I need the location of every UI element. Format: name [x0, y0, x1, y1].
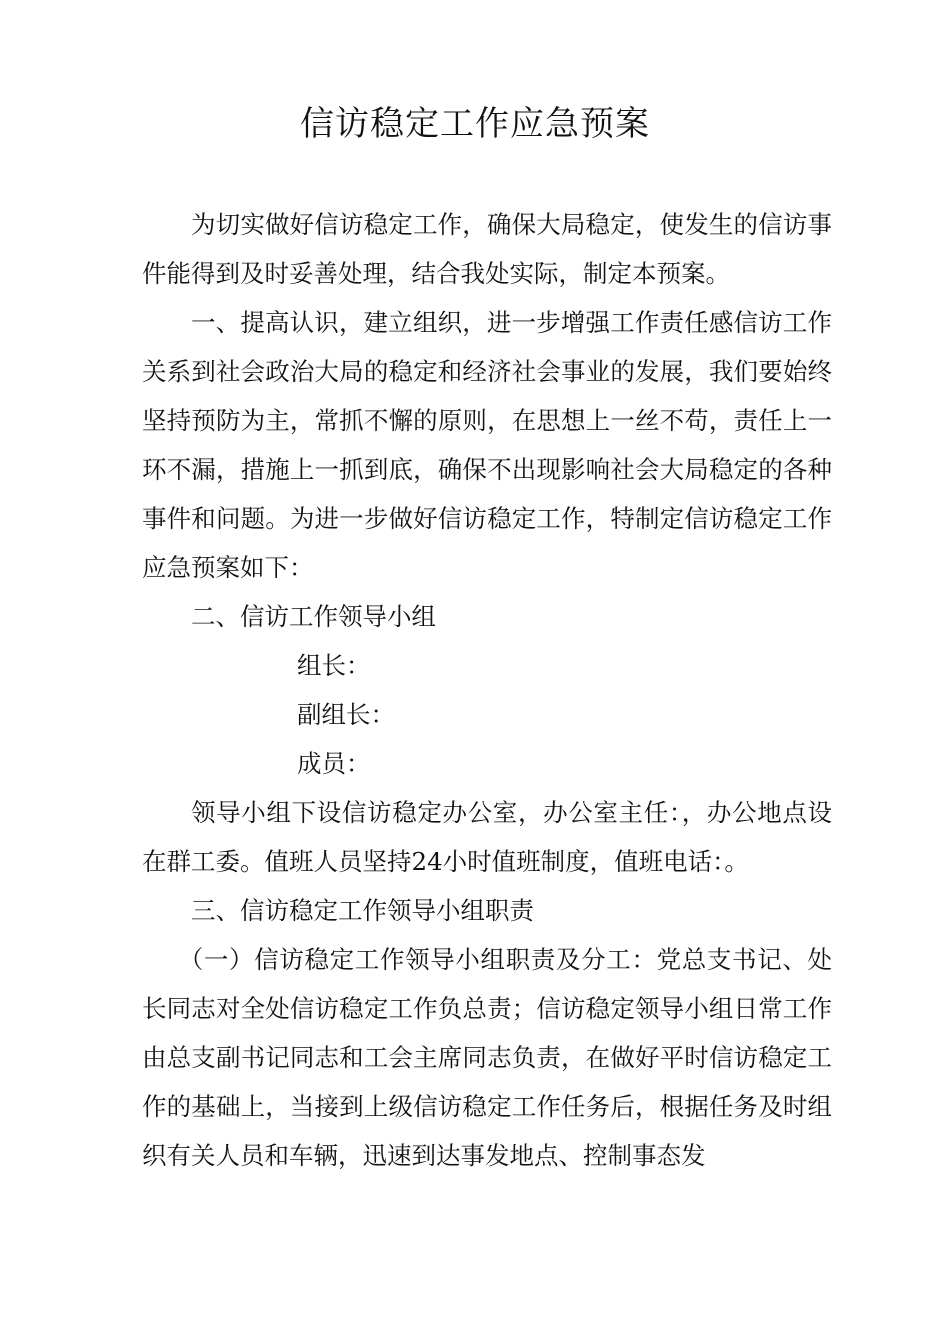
document-title: 信访稳定工作应急预案 — [300, 104, 650, 144]
deputy-leader-line: 副组长： — [297, 700, 395, 729]
members-line: 成员： — [297, 749, 371, 778]
leader-line: 组长： — [297, 651, 371, 680]
intro-paragraph: 为切实做好信访稳定工作，确保大局稳定，使发生的信访事件能得到及时妥善处理，结合我处实际，制定本预案。 — [142, 210, 832, 288]
section3-1-paragraph: （一）信访稳定工作领导小组职责及分工：党总支书记、处长同志对全处信访稳定工作负总责；信访稳定领导小组日常工作由总支副书记同志和工会主席同志负责，在做好平时信访稳定工作的基础上，当接到上级信访稳定工作任务后，根据任务及时组织有关人员和车辆，迅速到达事发地点、控制事态发 — [142, 945, 832, 1170]
section1-paragraph: 一、提高认识，建立组织，进一步增强工作责任感信访工作关系到社会政治大局的稳定和经济社会事业的发展，我们要始终坚持预防为主，常抓不懈的原则，在思想上一丝不苟，责任上一环不漏，措施上一抓到底，确保不出现影响社会大局稳定的各种事件和问题。为进一步做好信访稳定工作，特制定信访稳定工作应急预案如下： — [142, 308, 832, 582]
document-body — [142, 200, 832, 1180]
section2-heading: 二、信访工作领导小组 — [191, 602, 436, 631]
office-paragraph: 领导小组下设信访稳定办公室，办公室主任：，办公地点设在群工委。值班人员坚持24小时值班制度，值班电话：。 — [142, 798, 832, 876]
section3-heading: 三、信访稳定工作领导小组职责 — [191, 896, 534, 925]
